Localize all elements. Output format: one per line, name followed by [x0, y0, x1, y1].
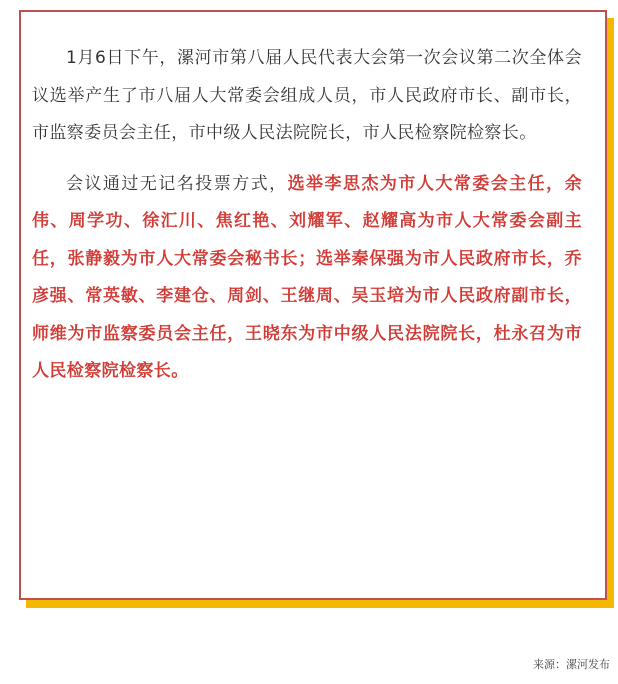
source-label: 来源：漯河发布: [533, 658, 610, 671]
paragraph-2-highlight: 选举李思杰为市人大常委会主任，余伟、周学功、徐汇川、焦红艳、刘耀军、赵耀高为市人大常委会副主任，张静毅为市人大常委会秘书长；选举秦保强为市人民政府市长，乔彦强、常英敏、李建仓、周剑、王继周、吴玉培为市人民政府副市长，师维为市监察委员会主任，王晓东为市中级人民法院院长，杜永召为市人民检察院检察长。: [32, 173, 582, 381]
article-content: [32, 40, 582, 404]
paragraph-2-intro: 会议通过无记名投票方式，: [66, 173, 288, 194]
paragraph-2: [32, 166, 582, 391]
paragraph-1: 1月6日下午，漯河市第八届人民代表大会第一次会议第二次全体会议选举产生了市八届人大常委会组成人员，市人民政府市长、副市长，市监察委员会主任，市中级人民法院院长，市人民检察院检察长。: [32, 48, 582, 143]
